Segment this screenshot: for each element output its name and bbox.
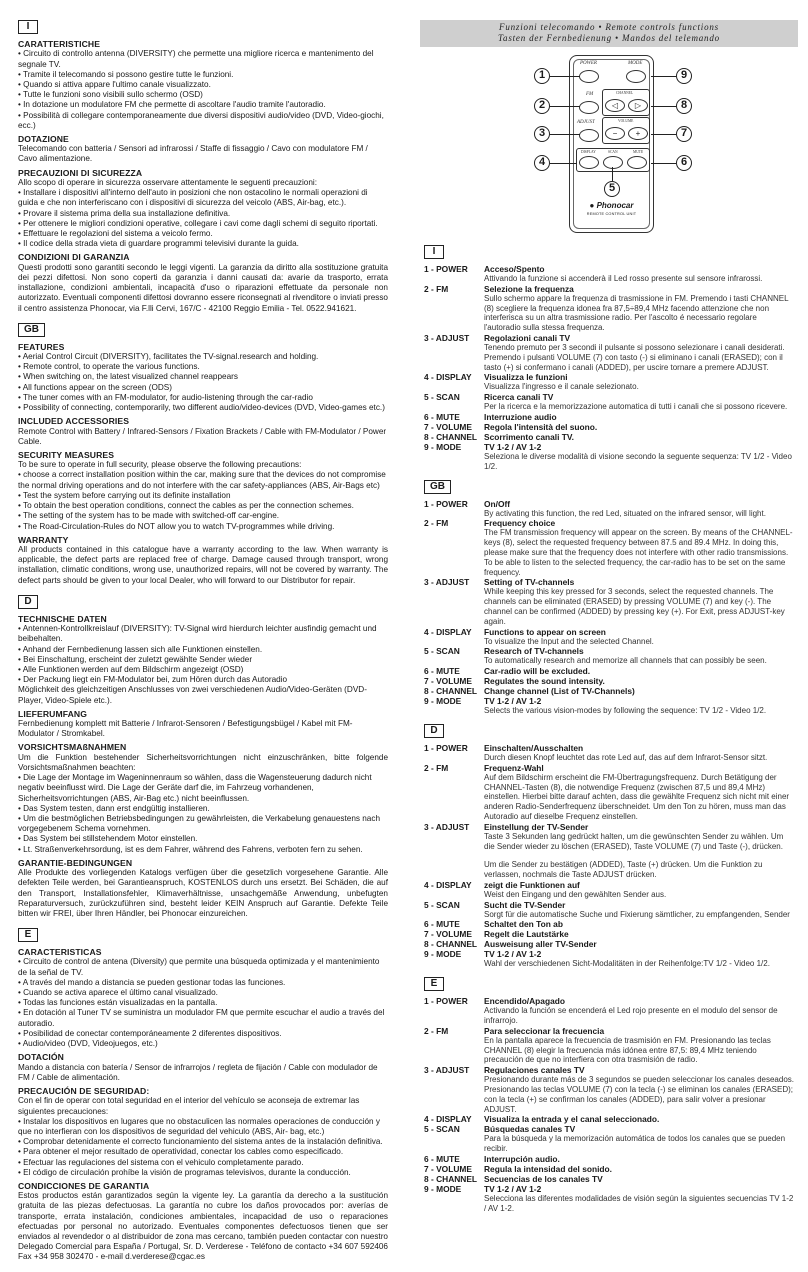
function-title: Para seleccionar la frecuencia [484,1025,605,1036]
mute-label: MUTE [633,150,644,154]
warranty-heading: GARANTIE-BEDINGUNGEN [18,857,133,868]
function-title: Interruzione audio [484,411,557,422]
function-row [424,1026,794,1065]
function-title: Frequency choice [484,518,556,529]
safety-item: • Das System testen, dann erst endgültig installieren. [18,803,210,813]
function-title: Secuencias de los canales TV [484,1174,603,1185]
function-title: Einschalten/Ausschalten [484,742,584,753]
safety-item: • The setting of the system has to be made with switched-off car-engine. [18,511,280,521]
function-description: Activando la función se encenderá el Led rojo presente en el modulo del sensor de infrarrojo. [484,1006,778,1026]
function-title: zeigt die Funktionen auf [484,879,580,890]
warranty-text: Questi prodotti sono garantiti secondo le leggi vigenti. La garanzia da diritto alla sostituzione gratuita dei pezzi difettosi. Non sono coperti da garanzia i danni causati da: avarie da trasporto, errata installazione, condizioni ambientali, incapacità d'uso o riparazioni effettuate da personale non autorizzato. Eventuali componenti difettosi dovranno essere riconsegnati al rivenditore o inviati presso il centro assistenza Phonocar, via F.lli Cervi, 167/C - 42100 Reggio Emilia - Tel. 0522.941621. [18,262,388,313]
function-row [424,996,794,1026]
function-row [424,1184,794,1214]
function-key: 4 - DISPLAY [424,626,472,637]
function-key: 9 - MODE [424,696,462,707]
adjust-button[interactable] [579,129,599,142]
language-badge: I [424,245,444,259]
header-line-2: Tasten der Fernbedienung • Mandos del telemando [498,33,720,43]
feature-item: • Bei Einschaltung, erscheint der zuletzt gewählte Sender wieder [18,654,253,664]
function-description: Seleziona le diverse modalità di visione secondo la seguente sequenza: TV 1/2 - Video 1/2. [484,451,792,471]
function-key: 5 - SCAN [424,1124,460,1135]
safety-intro: Allo scopo di operare in sicurezza osservare attentamente le seguenti precauzioni: [18,177,318,187]
language-badge: E [18,928,38,942]
function-description: By activating this function, the red Led, situated on the infrared sensor, will light. [484,508,766,518]
safety-item: • Das System bei stillstehendem Motor einstellen. [18,834,198,844]
function-list [424,743,794,969]
function-title: On/Off [484,498,511,509]
function-key: 2 - FM [424,1025,449,1036]
accessories-text: Telecomando con batteria / Sensori ad infrarossi / Staffe di fissaggio / Cavo con modulatore FM / Cavo alimentazione. [18,144,368,164]
function-description: Presionando durante más de 3 segundos se pueden seleccionar los canales deseados. Presionando las teclas VOLUME (7) con la tecla (-) se eliminan los canales (ERASED); con la tecla (+) se confirman los canales (ADDED), para salir volver a presionar ADJUST. [484,1075,794,1114]
function-row [424,372,794,392]
safety-item: • Per ottenere le migliori condizioni operative, collegare i cavi come dagli schemi di seguito riportati. [18,218,378,228]
function-title: TV 1-2 / AV 1-2 [484,441,542,452]
section-de [18,595,388,919]
feature-item: • In dotazione un modulatore FM che permette di ascoltare l'audio tramite l'autoradio. [18,100,326,110]
callout-5: 5 [604,181,620,197]
function-descriptions [424,245,794,1214]
safety-item: • Efectuar las regulaciones del sistema con el vehiculo completamente parado. [18,1157,304,1167]
function-key: 4 - DISPLAY [424,879,472,890]
callout-4: 4 [534,155,550,171]
remote-control-diagram [424,52,794,237]
function-title: Selezione la frequenza [484,283,574,294]
safety-item: • El código de circulación prohíbe la visión de programas televisivos, durante la conducción. [18,1167,351,1177]
right-column [424,20,794,1214]
function-key: 8 - CHANNEL [424,1174,478,1185]
volume-label: VOLUME [618,119,634,123]
feature-item: • When switching on, the latest visualized channel reappears [18,372,238,382]
feature-item: • Circuito de control de antena (Diversity) que permite una búsqueda optimizada y el mantenimiento de la señal de TV. [18,957,380,977]
feature-item: • Circuito di controllo antenna (DIVERSITY) che permette una migliore ricerca e mantenimento del segnale TV. [18,49,374,69]
function-title: Acceso/Spento [484,264,545,274]
accessories-text: Mando a distancia con batería / Sensor de infrarrojos / regleta de fijación / Cable con modulador de FM / Cable de alimentación. [18,1062,378,1082]
function-description: Sorgt für die automatische Suche und Fixierung sämtlicher, zu empfangenden, Sender [484,909,790,919]
function-row [424,1065,794,1114]
feature-item: • Tutte le funzioni sono visibili sullo schermo (OSD) [18,90,203,100]
function-key: 2 - FM [424,518,449,529]
function-row [424,518,794,577]
safety-heading: SECURITY MEASURES [18,449,115,460]
function-description: Para la búsqueda y la memorización automática de todos los canales que se pueden recibir. [484,1134,786,1154]
warranty-text: All products contained in this catalogue have a warranty according to the law. When warranty is applicable, the defect parts are replaced free of charge. Damage caused through transport, wrong installation, climatic conditions, wrong use, unauthorized repairs, will not be covered by warranty. The defect parts should be given to your local Dealer, who will forward to our Distributor for repair. [18,545,388,585]
features-heading: TECHNISCHE DATEN [18,613,107,624]
volume-plus-button[interactable] [628,127,648,140]
volume-group [602,117,650,144]
channel-label: CHANNEL [616,91,634,95]
scan-label: SCAN [608,150,618,154]
function-row [424,929,794,939]
feature-item: Möglichkeit des gleichzeitigen Anschlusses von zwei verschiedenen Audio/Video-Geräten (DVD-Player, Video-Spiele etc.). [18,685,367,705]
function-key: 2 - FM [424,762,449,773]
function-row [424,900,794,920]
function-row [424,822,794,880]
function-key: 9 - MODE [424,1184,462,1195]
function-title: Einstellung der TV-Sender [484,821,589,832]
arrow-left-icon: ◁ [611,101,619,110]
function-title: Functions to appear on screen [484,626,606,637]
section-it [18,20,388,314]
adjust-label: ADJUST [577,120,595,125]
accessories-heading: DOTAZIONE [18,133,69,144]
function-title: Regula la intensidad del sonido. [484,1164,612,1175]
function-title: Regulates the sound intensity. [484,676,605,687]
plus-icon: + [635,129,641,138]
function-key: 4 - DISPLAY [424,1114,472,1125]
function-row [424,264,794,284]
function-row [424,1164,794,1174]
safety-item: • To obtain the best operation conditions, connect the cables as per the connection schemes. [18,501,354,511]
function-title: Ausweisung aller TV-Sender [484,939,597,950]
callout-1: 1 [534,68,550,84]
function-description: Sullo schermo appare la frequenza di trasmissione in FM. Premendo i tasti CHANNEL (8) scegliere la frequenza idonea fra 87,5÷89,4 MHz facendo attenzione che non interferisca su un altra trasmissione radio. Per l'ascolto é necessario regolare l'autoradio sulla stessa frequenza. [484,293,789,333]
function-list [424,996,794,1213]
function-key: 3 - ADJUST [424,1065,470,1076]
function-description: Per la ricerca e la memorizzazione automatica di tutti i canali che si possono ricevere. [484,402,788,412]
function-row [424,686,794,696]
function-row [424,422,794,432]
callout-2: 2 [534,98,550,114]
function-description: To visualize the Input and the selected Channel. [484,636,654,646]
functions-es [424,977,794,1213]
function-key: 5 - SCAN [424,646,460,657]
function-key: 6 - MUTE [424,1154,460,1165]
function-key: 7 - VOLUME [424,676,472,687]
safety-item: • Effettuare le regolazioni del sistema a veicolo fermo. [18,228,213,238]
function-description: Weist den Eingang und den gewählten Sender aus. [484,889,667,899]
function-description: The FM transmission frequency will appear on the screen. By means of the CHANNEL-keys (8), select the requested frequency between 87.5 and 89.4 MHz. In doing this, please make sure that the frequency does not interfere with other radio transmissions. To be able to listen to the selected frequency, the car-radio has to be set on the same frequency. [484,528,793,577]
function-row [424,627,794,647]
function-row [424,432,794,442]
function-title: Schaltet den Ton ab [484,919,563,930]
function-description: To automatically research and memorize all channels that can possibly be seen. [484,656,767,666]
function-row [424,696,794,716]
language-badge: E [424,977,444,991]
function-key: 3 - ADJUST [424,332,470,343]
power-label: POWER [580,61,597,66]
safety-intro: Con el fin de operar con total seguridad en el interior del vehículo se aconseja de extremar las siguientes precauciones: [18,1096,360,1116]
function-title: Búsquedas canales TV [484,1124,576,1135]
callout-8: 8 [676,98,692,114]
function-key: 1 - POWER [424,498,468,509]
function-description: Tenendo premuto per 3 secondi il pulsante si possono selezionare i canali desiderati. Premendo i pulsanti VOLUME (7) con tasto (-) si eliminano i canali (ERASED); con il tasto (+) si confermano i canali (ADDED), per uscire tornare a premere ADJUST. [484,342,785,372]
function-row [424,939,794,949]
language-badge: GB [18,323,45,337]
safety-heading: VORSICHTSMAßNAHMEN [18,742,127,753]
accessories-heading: DOTACIÓN [18,1052,64,1063]
remote-control-unit-label: REMOTE CONTROL UNIT [586,212,637,216]
functions-header-bar [420,20,798,47]
fm-label: FM [586,92,594,97]
function-row [424,442,794,472]
function-key: 1 - POWER [424,742,468,753]
function-title: Regelt die Lautstärke [484,929,569,940]
function-key: 6 - MUTE [424,411,460,422]
feature-item: • Alle Funktionen werden auf dem Bildschirm angezeigt (OSD) [18,664,244,674]
arrow-right-icon: ▷ [634,101,642,110]
feature-item: • Quando si attiva appare l'ultimo canale visualizzato. [18,79,211,89]
remote-body [569,55,654,233]
feature-item: • Der Packung liegt ein FM-Modulator bei, zum Hören durch das Autoradio [18,675,288,685]
function-row [424,333,794,372]
function-title: Scorrimento canali TV. [484,431,574,442]
function-title: Encendido/Apagado [484,996,565,1007]
function-row [424,1114,794,1124]
callout-3: 3 [534,126,550,142]
warranty-text: Alle Produkte des vorliegenden Katalogs verfügen über die gesetzlich vorgesehene Garantie. Alle defekten Teile werden, bei Garantieanspruch, KOSTENLOS durch uns ersetzt. Bei Schäden, die auf den Transport, Installationsfehler, Klimaverhältnisse, unsachgemäße Anwendung, unbefugten Reparaturversuch, zurückzuführen sind, besteht leider KEIN Anspruch auf Garantie. Defekte Teile bitten wir FREI, über Ihren Händler, bei Phonocar einzureichen. [18,868,388,918]
function-row [424,949,794,969]
function-description: Durch diesen Knopf leuchtet das rote Led auf, das auf dem Infrarot-Sensor sitzt. [484,752,768,762]
function-title: Visualizza le funzioni [484,372,568,383]
function-row [424,392,794,412]
safety-item: • Die Lage der Montage im Wageninnenraum so wählen, dass die Wagensteuerung dadurch nicht negativ beeinflusst wird. Die Lage der Geräte darf die, im Fahrzeug vorhandenen, Sicherheitsvorrichtungen (ABS, Air-Bag etc.) nicht beeinflussen. [18,773,372,803]
feature-item: • Anhand der Fernbedienung lassen sich alle Funktionen einstellen. [18,644,263,654]
function-row [424,919,794,929]
language-badge: I [18,20,38,34]
function-description: While keeping this key pressed for 3 seconds, select the requested channels. The channels can be eliminated (ERASED) by pressing VOLUME (7) and key (-). The channel can be confirmed (ADDED) by pressing key (+). For Exit, press ADJUST-key again. [484,587,785,626]
function-key: 4 - DISPLAY [424,372,472,383]
feature-item: • Possibilità di collegare contemporaneamente due diversi dispositivi audio/video (DVD, Video-giochi, ecc.) [18,110,384,130]
feature-item: • Audio/video (DVD, Videojuegos, etc.) [18,1039,158,1049]
function-key: 5 - SCAN [424,899,460,910]
feature-item: • Antennen-Kontrollkreislauf (DIVERSITY): TV-Signal wird hierdurch leichter ausfindig gemacht und beibehalten. [18,624,377,644]
display-button[interactable] [579,156,599,169]
left-column [18,20,388,1272]
function-description: Auf dem Bildschirm erscheint die FM-Übertragungsfrequenz. Durch Betätigung der CHANNEL-Tasten (8), die notwendige Frequenz (zwischen 87,5 und 89,4 MHz) einstellen. Hierbei bitte darauf achten, dass die gewählte Frequenz sich nicht mit einer anderen Radio-Senderfrequenz überschneidet. Um den Ton zu hören, muss man das Autoradio auf dieselbe Frequenz einstellen. [484,772,790,821]
mode-button[interactable] [626,70,646,83]
function-key: 5 - SCAN [424,392,460,403]
function-row [424,646,794,666]
function-title: Car-radio will be excluded. [484,666,591,677]
power-button[interactable] [579,70,599,83]
function-title: Frequenz-Wahl [484,762,544,773]
function-list [424,499,794,716]
functions-it [424,245,794,472]
safety-heading: PRECAUZIONI DI SICUREZZA [18,167,143,178]
feature-item: • Possibility of connecting, contemporarily, two different audio/video-devices (DVD, Video-games etc.) [18,403,385,413]
function-title: TV 1-2 / AV 1-2 [484,696,542,707]
accessories-heading: INCLUDED ACCESSORIES [18,416,130,427]
feature-item: • Todas las funciones están visualizadas en la pantalla. [18,998,218,1008]
function-description: Wahl der verschiedenen Sicht-Modalitäten in der Reihenfolge:TV 1/2 - Video 1/2. [484,959,770,969]
feature-item: • Aerial Control Circuit (DIVERSITY), facilitates the TV-signal.research and holding. [18,352,319,362]
function-key: 6 - MUTE [424,666,460,677]
warranty-heading: WARRANTY [18,534,69,545]
features-heading: FEATURES [18,341,65,352]
feature-item: • All functions appear on the screen (ODS) [18,382,172,392]
safety-item: • Provare il sistema prima della sua installazione definitiva. [18,208,231,218]
accessories-heading: LIEFERUMFANG [18,708,87,719]
minus-icon: − [612,129,618,138]
function-key: 1 - POWER [424,264,468,274]
function-row [424,676,794,686]
function-key: 7 - VOLUME [424,421,472,432]
function-description-2: Um die Sender zu bestätigen (ADDED), Taste (+) drücken. Um die Funktion zu verlassen, nochmals die Taste ADJUST drücken. [484,860,763,880]
function-title: TV 1-2 / AV 1-2 [484,949,542,960]
callout-9: 9 [676,68,692,84]
function-title: Interrupción audio. [484,1154,560,1165]
function-key: 3 - ADJUST [424,577,470,588]
callout-7: 7 [676,126,692,142]
channel-right-button[interactable] [628,99,648,112]
function-row [424,499,794,519]
safety-item: • Para obtener el mejor resultado de operatividad, conectar los cables como especificado. [18,1147,344,1157]
function-description: En la pantalla aparece la frecuencia de trasmisión en FM. Presionando las teclas CHANNEL (8) elegir la frecuencia más idónea entre 87,5: 89,4 MHz teniendo precaución de que no interfiera con otra trasmisión de radio. [484,1035,771,1065]
function-row [424,666,794,676]
features-heading: CARACTERISTICAS [18,947,102,958]
functions-gb [424,480,794,716]
function-title: Change channel (List of TV-Channels) [484,686,635,697]
function-key: 6 - MUTE [424,919,460,930]
function-description: Selects the various vision-modes by following the sequence: TV 1/2 - Video 1/2. [484,706,767,716]
safety-item: • Instalar los dispositivos en lugares que no obstaculicen las normales operaciones de conducción y que no interfieran con los dispositivos de seguridad del vehiculo (ABS, Air- bag, etc.) [18,1116,380,1136]
safety-item: • Installare i dispositivi all'interno dell'auto in posizioni che non ostacolino le normali operazioni di guida e che non interferiscano con i dispositivi di sicurezza del veicolo (ABS, Air-bag, etc.). [18,188,368,208]
safety-item: • Comprobar detenidamente el correcto funcionamiento del sistema antes de la instalación definitiva. [18,1137,383,1147]
accessories-text: Fernbedienung komplett mit Batterie / Infrarot-Sensoren / Befestigungsbügel / Kabel mit FM-Modulator / Stromkabel. [18,719,353,739]
function-title: TV 1-2 / AV 1-2 [484,1184,542,1195]
function-key: 9 - MODE [424,441,462,452]
function-key: 3 - ADJUST [424,821,470,832]
feature-item: • Posibilidad de conectar contemporáneamente 2 diferentes dispositivos. [18,1028,282,1038]
feature-item: • Tramite il telecomando si possono gestire tutte le funzioni. [18,69,234,79]
safety-item: • Il codice della strada vieta di guardare programmi televisivi durante la guida. [18,239,299,249]
function-row [424,743,794,763]
warranty-heading: CONDIZIONI DI GARANZIA [18,252,130,263]
language-badge: D [424,724,444,738]
function-key: 8 - CHANNEL [424,431,478,442]
callout-6: 6 [676,155,692,171]
function-key: 9 - MODE [424,949,462,960]
function-key: 8 - CHANNEL [424,686,478,697]
function-description: Visualizza l'ingresso e il canale selezionato. [484,382,639,392]
function-row [424,1174,794,1184]
feature-item: • Remote control, to operate the various functions. [18,362,200,372]
fm-button[interactable] [579,101,599,114]
function-row [424,577,794,626]
feature-item: • En dotación al Tuner TV se suministra un modulador FM que permite escuchar el audio a través del autoradio. [18,1008,385,1028]
function-description: Selecciona las diferentes modalidades de visión según la siguientes secuencias TV 1-2 / AV 1-2. [484,1194,794,1213]
header-line-1: Funzioni telecomando • Remote controls functions [499,22,719,32]
safety-item: • Test the system before carrying out its definite installation [18,490,231,500]
function-row [424,1154,794,1164]
function-row [424,763,794,822]
feature-item: • The tuner comes with an FM-modulator, for audio-listening through the car-radio [18,392,313,402]
safety-item: • Um die bestmöglichen Betriebsbedingungen zu gewährleisten, die Verkabelung genauestens nach vorgegebenem Schema vornehmen. [18,814,380,834]
function-description: Attivando la funzione si accenderà il Led rosso presente sul sensore infrarossi. [484,274,763,283]
channel-left-button[interactable] [605,99,625,112]
function-title: Regola l'intensità del suono. [484,421,598,432]
safety-intro: To be sure to operate in full security, please observe the following precautions: [18,460,302,470]
language-badge: D [18,595,38,609]
safety-item: • Lt. Straßenverkehrsordung, ist es dem Fahrer, während des Fahrens, verboten fern zu sehen. [18,844,363,854]
volume-minus-button[interactable] [605,127,625,140]
function-title: Setting of TV-channels [484,577,575,588]
section-es [18,928,388,1263]
safety-item: • The Road-Circulation-Rules do NOT allow you to watch TV-programmes while driving. [18,521,335,531]
function-row [424,412,794,422]
function-key: 1 - POWER [424,996,468,1007]
function-title: Sucht die TV-Sender [484,899,566,910]
safety-intro: Um die Funktion bestehender Sicherheitsvorrichtungen nicht einzuschränken, bitte folgende Vorsichtsmaßnahmen beachten: [18,752,388,772]
function-row [424,284,794,333]
features-heading: CARATTERISTICHE [18,39,101,49]
function-key: 7 - VOLUME [424,929,472,940]
feature-item: • Cuando se activa aparece el último canal visualizado. [18,988,218,998]
function-list [424,264,794,472]
function-title: Regolazioni canali TV [484,332,571,343]
function-description: Taste 3 Sekunden lang gedrückt halten, um die gewünschten Sender zu wählen. Um die Sender wieder zu löschen (ERASED), Taste VOLUME (7) und Taste (-), drücken. [484,831,784,851]
function-key: 7 - VOLUME [424,1164,472,1175]
display-label: DISPLAY [581,150,596,154]
safety-item: • choose a correct installation position within the car, making sure that the devices do not compromise the normal driving operations and do not interfere with the car safety-appliances (ABS, Air-Bags etc) [18,470,386,490]
section-gb [18,323,388,586]
functions-de [424,724,794,969]
function-title: Regulaciones canales TV [484,1065,585,1076]
language-badge: GB [424,480,451,494]
accessories-text: Remote Control with Battery / Infrared-Sensors / Fixation Brackets / Cable with FM-Modulator / Power Cable. [18,426,387,446]
phonocar-logo: ● Phonocar [589,201,634,210]
function-row [424,1124,794,1154]
function-row [424,880,794,900]
channel-group [602,89,650,116]
mute-button[interactable] [627,156,647,169]
feature-item: • A través del mando a distancia se pueden gestionar todas las funciones. [18,977,286,987]
function-title: Ricerca canali TV [484,392,554,403]
safety-heading: PRECAUCIÓN DE SEGURIDAD: [18,1086,150,1097]
function-key: 8 - CHANNEL [424,939,478,950]
warranty-text: Estos productos están garantizados según la vigente ley. La garantía da derecho a la sustitución gratuita de las piezas defectuosas. La garantía no cubre los daños provocados por: averías de transporte, errata instalación, condiciones ambientales, incapacidad de uso o reparaciones efectuadas por personal no autorizado. Eventuales componentes defectuosos tienen que ser enviados al revendedor o al distribuidor de zona mas cercano, también pueden contactar con nuestro Delegado Comercial para España / Portugal, Sr. D. Verderese - Teléfono de contacto +34 607 592406 Fax +34 958 302470 - e-mail d.verderese@cgac.es [18,1191,388,1262]
function-title: Visualiza la entrada y el canal seleccionado. [484,1114,660,1125]
mode-label: MODE [628,61,643,66]
function-key: 2 - FM [424,283,449,294]
function-title: Research of TV-channels [484,646,584,657]
warranty-heading: CONDICCIONES DE GARANTIA [18,1180,150,1191]
